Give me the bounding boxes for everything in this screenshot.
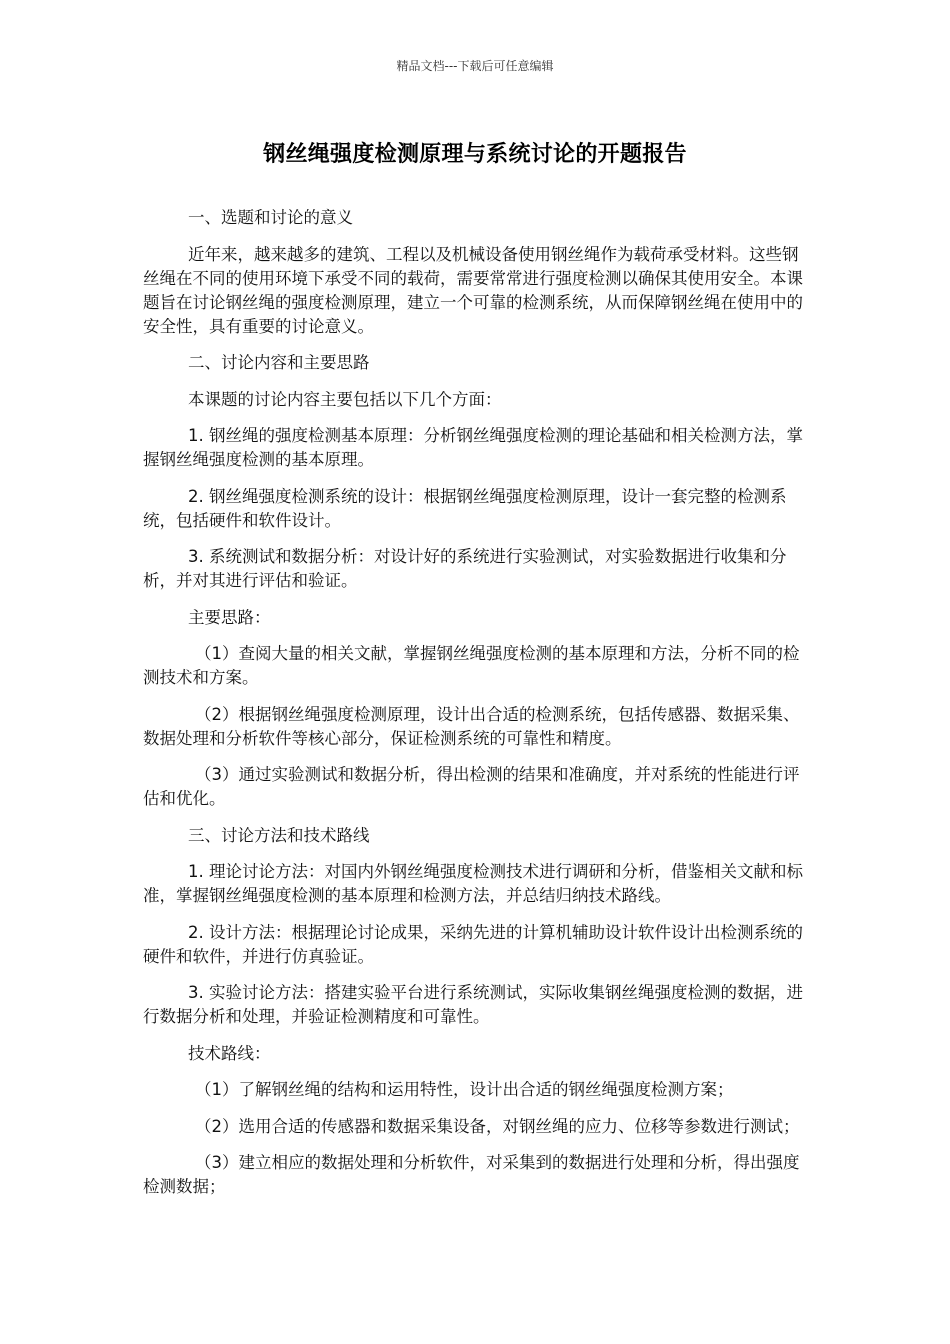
main-idea-item: （3）通过实验测试和数据分析，得出检测的结果和准确度，并对系统的性能进行评估和优化。 <box>143 765 800 808</box>
method-item: 3. 实验讨论方法：搭建实验平台进行系统测试，实际收集钢丝绳强度检测的数据，进行数据分析和处理，并验证检测精度和可靠性。 <box>143 983 803 1026</box>
section-heading-2: 二、讨论内容和主要思路 <box>188 353 370 372</box>
content-item: 3. 系统测试和数据分析：对设计好的系统进行实验测试，对实验数据进行收集和分析，并对其进行评估和验证。 <box>143 547 787 590</box>
section-heading-3: 三、讨论方法和技术路线 <box>188 825 370 845</box>
section-1-paragraph: 近年来，越来越多的建筑、工程以及机械设备使用钢丝绳作为载荷承受材料。这些钢丝绳在不同的使用环境下承受不同的载荷，需要常常进行强度检测以确保其使用安全。本课题旨在讨论钢丝绳的强度检测原理，建立一个可靠的检测系统，从而保障钢丝绳在使用中的安全性，具有重要的讨论意义。 <box>143 244 803 336</box>
main-idea-item: （1）查阅大量的相关文献，掌握钢丝绳强度检测的基本原理和方法，分析不同的检测技术和方案。 <box>143 644 800 687</box>
tech-route-item: （1）了解钢丝绳的结构和运用特性，设计出合适的钢丝绳强度检测方案； <box>195 1080 734 1099</box>
content-item: 1. 钢丝绳的强度检测基本原理：分析钢丝绳强度检测的理论基础和相关检测方法，掌握钢丝绳强度检测的基本原理。 <box>143 426 803 469</box>
header-note: 精品文档---下载后可任意编辑 <box>396 59 554 73</box>
main-ideas-label: 主要思路： <box>188 607 271 627</box>
method-item: 2. 设计方法：根据理论讨论成果，采纳先进的计算机辅助设计软件设计出检测系统的硬件和软件，并进行仿真验证。 <box>143 922 803 966</box>
tech-route-item: （3）建立相应的数据处理和分析软件，对采集到的数据进行处理和分析，得出强度检测数据； <box>143 1153 800 1196</box>
document-body <box>143 206 807 1212</box>
content-item: 2. 钢丝绳强度检测系统的设计：根据钢丝绳强度检测原理，设计一套完整的检测系统，包括硬件和软件设计。 <box>143 486 787 530</box>
tech-route-label: 技术路线： <box>188 1043 271 1063</box>
document-title: 钢丝绳强度检测原理与系统讨论的开题报告 <box>263 142 687 167</box>
section-heading-1: 一、选题和讨论的意义 <box>188 208 353 227</box>
tech-route-item: （2）选用合适的传感器和数据采集设备，对钢丝绳的应力、位移等参数进行测试； <box>195 1116 800 1136</box>
method-item: 1. 理论讨论方法：对国内外钢丝绳强度检测技术进行调研和分析，借鉴相关文献和标准，掌握钢丝绳强度检测的基本原理和检测方法，并总结归纳技术路线。 <box>143 862 803 905</box>
section-2-intro: 本课题的讨论内容主要包括以下几个方面： <box>188 389 502 409</box>
main-idea-item: （2）根据钢丝绳强度检测原理，设计出合适的检测系统，包括传感器、数据采集、数据处理和分析软件等核心部分，保证检测系统的可靠性和精度。 <box>143 704 800 748</box>
